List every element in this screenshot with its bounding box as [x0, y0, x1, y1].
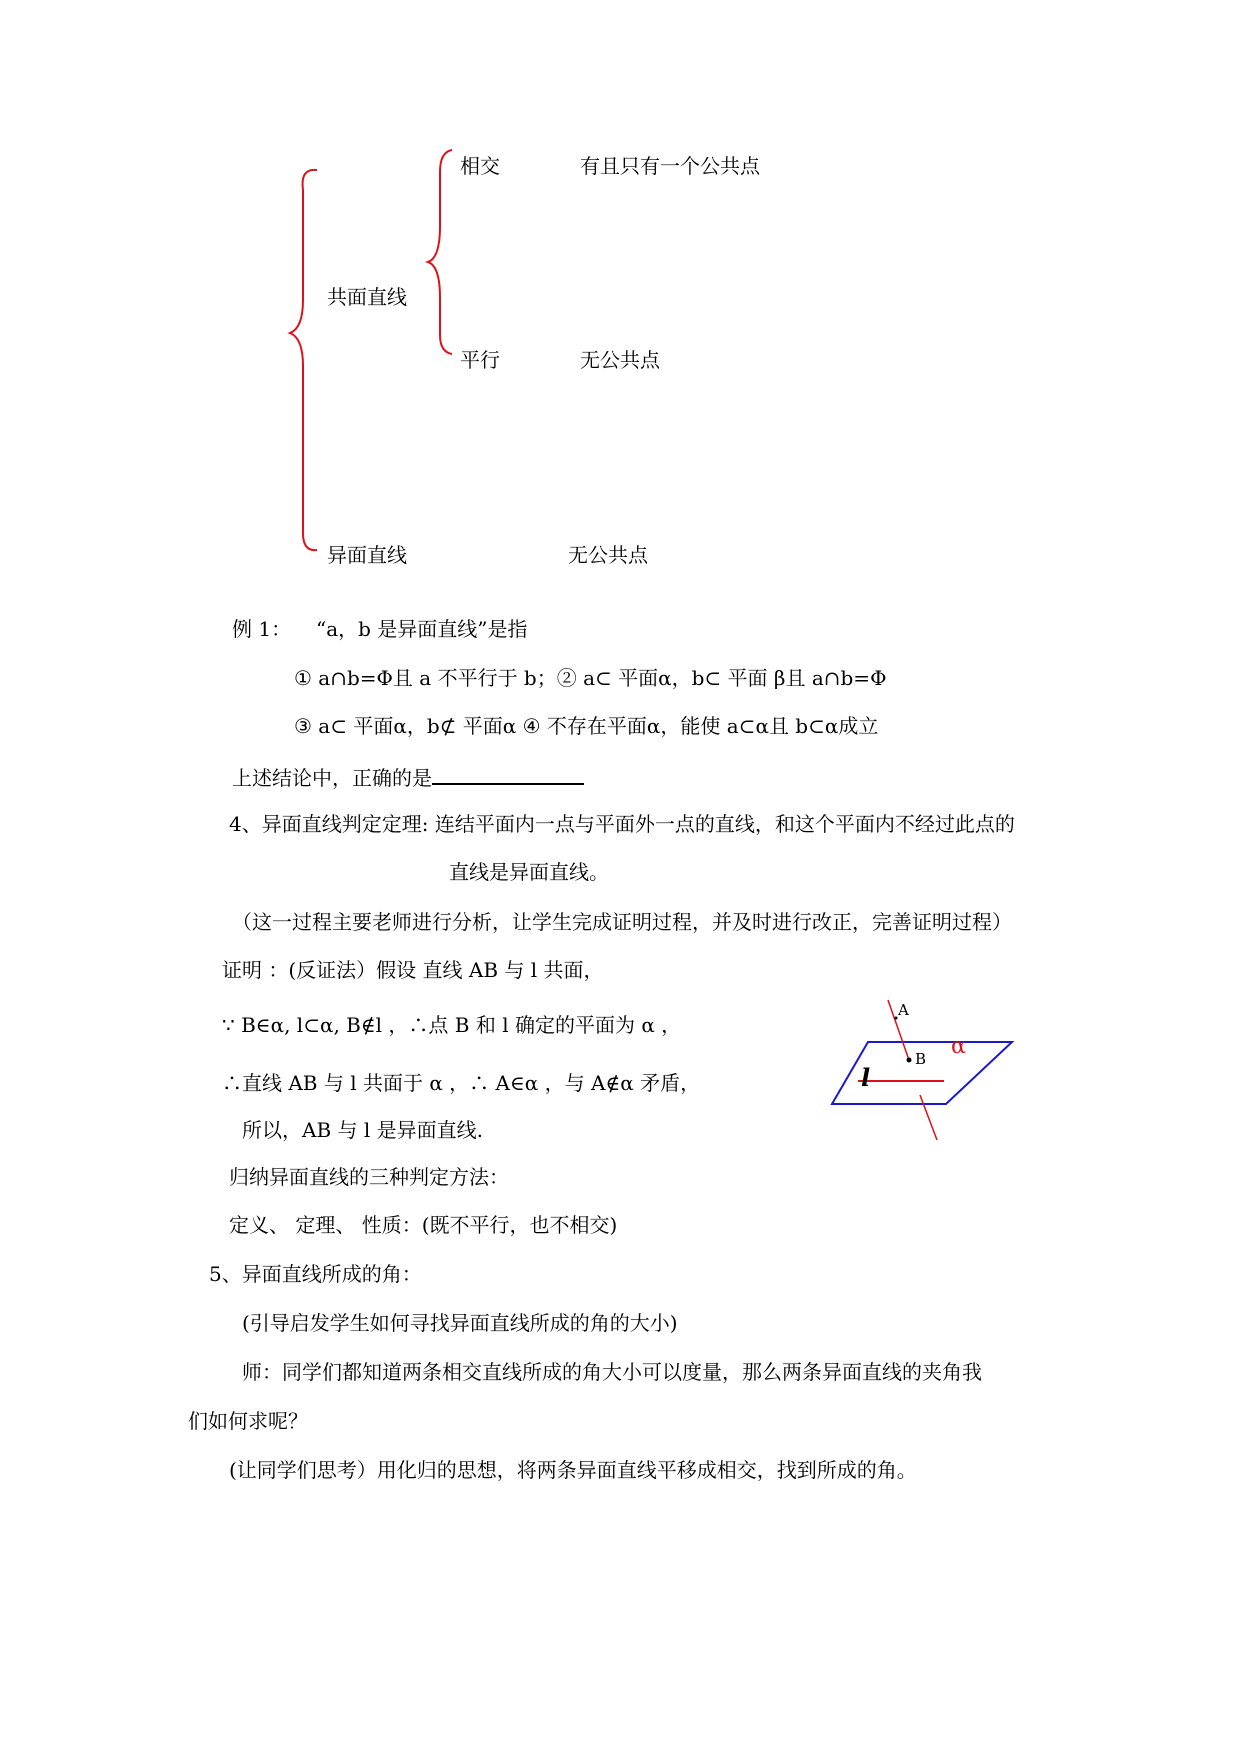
proof-line-1: 证明 ：(反证法）假设 直线 AB 与 l 共面， — [222, 958, 604, 982]
line-AB-lower — [920, 1095, 937, 1140]
section5-hint: (引导启发学生如何寻找异面直线所成的角的大小) — [242, 1311, 678, 1335]
coplanar-label: 共面直线 — [327, 285, 407, 309]
example-question-text: 上述结论中，正确的是 — [232, 766, 432, 790]
example-stem: “a，b 是异面直线”是指 — [316, 617, 528, 641]
section5-title: 5、异面直线所成的角： — [209, 1262, 422, 1286]
example-label: 例 1： — [232, 617, 292, 641]
section5-teacher-line-1: 师：同学们都知道两条相交直线所成的角大小可以度量，那么两条异面直线的夹角我 — [242, 1360, 982, 1384]
figure-label-alpha: α — [951, 1034, 966, 1059]
section5-think: (让同学们思考）用化归的思想，将两条异面直线平移成相交，找到所成的角。 — [229, 1458, 917, 1482]
intersect-description: 有且只有一个公共点 — [580, 154, 760, 178]
section5-teacher-line-2: 们如何求呢？ — [188, 1409, 308, 1433]
parallel-label: 平行 — [460, 348, 500, 372]
example-option-1: ① a∩b=Φ且 a 不平行于 b；② a⊂ 平面α，b⊂ 平面 β且 a∩b=Φ — [294, 666, 887, 690]
theorem-line-2: 直线是异面直线。 — [449, 860, 609, 884]
example-option-2: ③ a⊂ 平面α，b⊄ 平面α ④ 不存在平面α，能使 a⊂α且 b⊂α成立 — [294, 714, 879, 738]
methods-title: 归纳异面直线的三种判定方法： — [229, 1165, 509, 1189]
parallel-description: 无公共点 — [580, 348, 660, 372]
figure-label-A: A — [898, 1001, 909, 1019]
theorem-note: （这一过程主要老师进行分析，让学生完成证明过程，并及时进行改正，完善证明过程） — [232, 910, 1012, 934]
figure-label-l: l — [861, 1063, 871, 1092]
methods-items: 定义、 定理、 性质：(既不平行，也不相交) — [229, 1213, 618, 1237]
theorem-line-1: 4、异面直线判定定理: 连结平面内一点与平面外一点的直线，和这个平面内不经过此点的 — [229, 812, 1015, 836]
skew-label: 异面直线 — [327, 543, 407, 567]
skew-description: 无公共点 — [568, 543, 648, 567]
point-B — [907, 1058, 912, 1063]
intersect-label: 相交 — [460, 154, 500, 178]
proof-line-2: ∵ B∈α, l⊂α, B∉l ，∴点 B 和 l 确定的平面为 α ， — [222, 1013, 682, 1037]
proof-line-4: 所以，AB 与 l 是异面直线. — [242, 1118, 483, 1142]
proof-line-3: ∴直线 AB 与 l 共面于 α ，∴ A∈α ，与 A∉α 矛盾， — [222, 1071, 701, 1095]
figure-label-B: B — [915, 1050, 927, 1068]
